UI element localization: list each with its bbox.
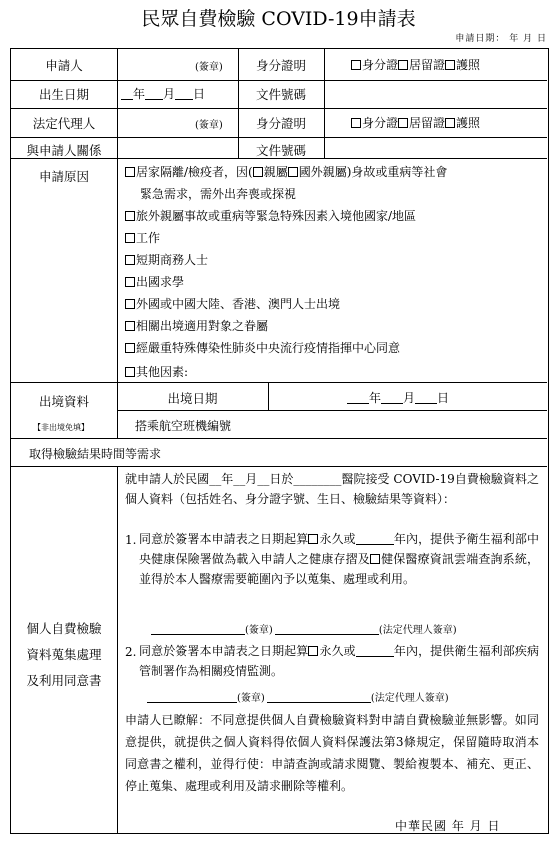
nhi-checkbox[interactable] bbox=[370, 554, 380, 564]
legal-rep-id-label-2: 文件號碼 bbox=[255, 143, 306, 158]
row-divider bbox=[11, 80, 547, 81]
reason-checkbox[interactable] bbox=[125, 167, 135, 177]
consent-item1-num: 1. bbox=[125, 533, 137, 547]
passport-checkbox[interactable] bbox=[445, 118, 455, 128]
years-field-1[interactable] bbox=[356, 532, 394, 545]
consent-item2-num: 2. bbox=[125, 645, 137, 659]
row-divider bbox=[11, 382, 547, 383]
years-field-2[interactable] bbox=[356, 644, 394, 657]
form-title: 民眾自費檢驗 COVID-19申請表 bbox=[141, 8, 416, 30]
consent-sign-line-1[interactable]: (簽章) (法定代理人簽章) bbox=[151, 621, 457, 636]
reason-home-quarantine-cont: 緊急需求，需外出奔喪或探視 bbox=[140, 187, 297, 201]
reason-dependents: 相關出境適用對象之眷屬 bbox=[125, 317, 268, 334]
legal-rep-sign: (簽章) bbox=[195, 120, 223, 131]
dob-label: 出生日期 bbox=[38, 87, 89, 102]
flight-number-label: 搭乘航空班機編號 bbox=[135, 419, 232, 433]
reason-checkbox[interactable] bbox=[125, 233, 135, 243]
consent-notice: 申請人已瞭解：不同意提供個人自費檢驗資料對申請自費檢驗並無影響。如同意提供，就提供之個人資料得依個人資料保護法第3條規定，保留隨時取消本同意書之權利，並得行使：申請查詢或請求閱覽、製給複製本、補充、更正、停止蒐集、處理或利用及請求刪除等權利。 bbox=[125, 713, 539, 793]
row-divider bbox=[11, 108, 547, 109]
applicant-sign: (簽章) bbox=[195, 62, 223, 73]
id-card-checkbox[interactable] bbox=[351, 118, 361, 128]
reason-overseas-relatives: 旅外親屬事故或重病等緊急特殊因素入境他國家/地區 bbox=[125, 207, 416, 224]
legal-rep-id-label-1: 身分證明 bbox=[255, 116, 306, 131]
departure-date-field[interactable]: 年 月 日 bbox=[347, 389, 449, 406]
departure-label: 出境資料 bbox=[38, 394, 89, 409]
reason-study: 出國求學 bbox=[125, 273, 184, 290]
consent-item1: 同意於簽署本申請表之日期起算 永久或 年內，提供予衛生福利部中央健康保險署做為載入申請人之健康存摺及 健保醫療資訊雲端查詢系統，並得於本人醫療需要範圍內予以蒐集、處理或利用。 bbox=[139, 532, 539, 586]
applicant-label: 申請人 bbox=[45, 58, 83, 73]
reason-business: 短期商務人士 bbox=[125, 251, 208, 268]
applicant-id-label-2: 文件號碼 bbox=[255, 87, 306, 102]
row-divider bbox=[117, 410, 547, 411]
consent-label-line-1: 個人自費檢驗 bbox=[26, 621, 102, 636]
reason-checkbox[interactable] bbox=[125, 277, 135, 287]
col-divider bbox=[268, 382, 269, 410]
departure-note: 【非出境免填】 bbox=[33, 423, 89, 432]
application-form bbox=[10, 48, 549, 834]
dob-field[interactable]: 年 月 日 bbox=[121, 85, 205, 102]
row-divider bbox=[11, 438, 547, 439]
application-date: 申請日期： 年 月 日 bbox=[455, 34, 547, 44]
reason-other: 其他因素: bbox=[125, 363, 188, 380]
reason-work: 工作 bbox=[125, 229, 160, 246]
legal-rep-id-options: 身分證 居留證 護照 bbox=[351, 114, 480, 131]
reason-checkbox[interactable] bbox=[125, 343, 135, 353]
reason-checkbox[interactable] bbox=[125, 211, 135, 221]
col-divider bbox=[117, 466, 118, 833]
row-divider bbox=[11, 466, 547, 467]
residence-permit-checkbox[interactable] bbox=[398, 60, 408, 70]
applicant-id-label-1: 身分證明 bbox=[255, 58, 306, 73]
reason-cecc-approval: 經嚴重特殊傳染性肺炎中央流行疫情指揮中心同意 bbox=[125, 339, 400, 356]
relation-label: 與申請人關係 bbox=[26, 143, 102, 158]
foreign-relative-checkbox[interactable] bbox=[288, 167, 298, 177]
consent-label-line-3: 及利用同意書 bbox=[26, 673, 102, 688]
reason-home-quarantine: 居家隔離/檢疫者，因( 親屬 國外親屬)身故或重病等社會 bbox=[125, 163, 447, 180]
reasons-label: 申請原因 bbox=[38, 169, 89, 184]
consent-label-line-2: 資料蒐集處理 bbox=[26, 647, 102, 662]
reason-foreigner: 外國或中國大陸、香港、澳門人士出境 bbox=[125, 295, 340, 312]
consent-date-line: 中華民國 年 月 日 bbox=[395, 819, 501, 833]
reason-checkbox[interactable] bbox=[125, 299, 135, 309]
passport-checkbox[interactable] bbox=[445, 60, 455, 70]
result-time-label: 取得檢驗結果時間等需求 bbox=[29, 447, 162, 461]
consent-item2: 同意於簽署本申請表之日期起算 永久或 年內，提供衛生福利部疾病管制署作為相關疫情監測。 bbox=[139, 644, 539, 678]
applicant-id-options: 身分證 居留證 護照 bbox=[351, 56, 480, 73]
permanent-checkbox-2[interactable] bbox=[308, 646, 318, 656]
id-card-checkbox[interactable] bbox=[351, 60, 361, 70]
departure-date-label: 出境日期 bbox=[167, 391, 218, 406]
col-divider bbox=[117, 49, 118, 438]
permanent-checkbox-1[interactable] bbox=[308, 534, 318, 544]
row-divider bbox=[11, 137, 547, 138]
legal-rep-label: 法定代理人 bbox=[32, 116, 96, 131]
consent-sign-line-2[interactable]: (簽章) (法定代理人簽章) bbox=[147, 689, 449, 704]
residence-permit-checkbox[interactable] bbox=[398, 118, 408, 128]
col-divider bbox=[324, 49, 325, 158]
reason-checkbox[interactable] bbox=[125, 367, 135, 377]
consent-intro: 就申請人於民國__年__月__日於________醫院接受 COVID-19自費檢驗資料之個人資料（包括姓名、身分證字號、生日、檢驗結果等資料）： bbox=[125, 472, 539, 506]
relative-checkbox[interactable] bbox=[253, 167, 263, 177]
reason-checkbox[interactable] bbox=[125, 321, 135, 331]
reason-checkbox[interactable] bbox=[125, 255, 135, 265]
